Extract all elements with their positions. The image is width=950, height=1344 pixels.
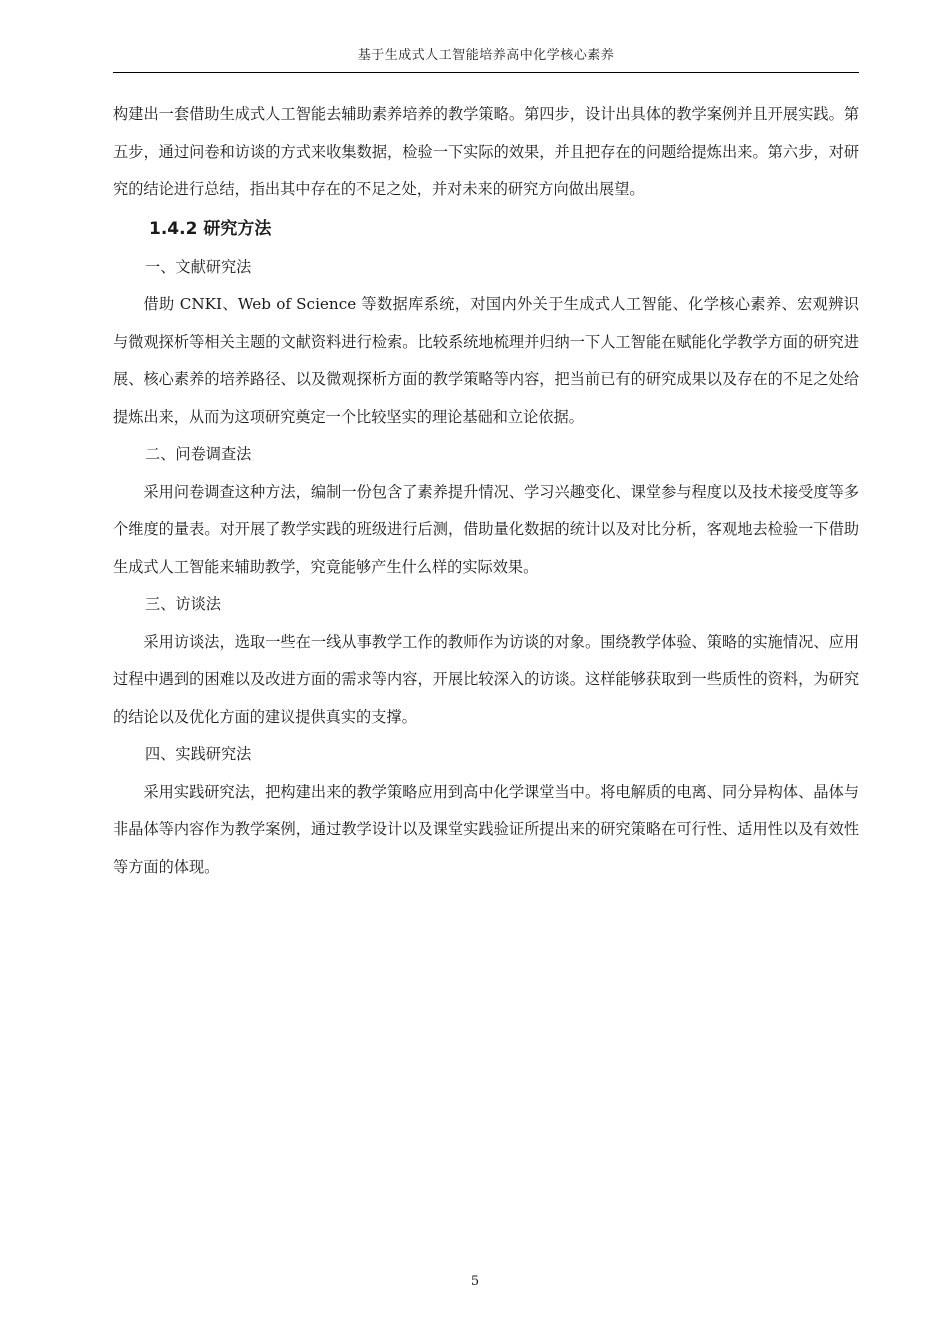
method-heading: 四、实践研究法 xyxy=(145,745,252,763)
page-body xyxy=(113,96,859,886)
method-paragraph: 借助 CNKI、Web of Science 等数据库系统，对国内外关于生成式人工智能、化学核心素养、宏观辨识与微观探析等相关主题的文献资料进行检索。比较系统地梳理并归纳一下人工智能在赋能化学教学方面的研究进展、核心素养的培养路径、以及微观探析方面的教学策略等内容，把当前已有的研究成果以及存在的不足之处给提炼出来，从而为这项研究奠定一个比较坚实的理论基础和立论依据。 xyxy=(113,295,859,426)
method-block-practice xyxy=(113,736,859,886)
header-divider xyxy=(113,72,859,73)
section-title: 1.4.2 研究方法 xyxy=(149,218,272,239)
page-number: 5 xyxy=(470,1274,480,1289)
intro-paragraph: 构建出一套借助生成式人工智能去辅助素养培养的教学策略。第四步，设计出具体的教学案例并且开展实践。第五步，通过问卷和访谈的方式来收集数据，检验一下实际的效果，并且把存在的问题给提炼出来。第六步，对研究的结论进行总结，指出其中存在的不足之处，并对未来的研究方向做出展望。 xyxy=(113,105,859,198)
method-heading: 二、问卷调查法 xyxy=(145,445,252,463)
method-block-literature xyxy=(113,249,859,437)
method-paragraph: 采用实践研究法，把构建出来的教学策略应用到高中化学课堂当中。将电解质的电离、同分异构体、晶体与非晶体等内容作为教学案例，通过教学设计以及课堂实践验证所提出来的研究策略在可行性、适用性以及有效性等方面的体现。 xyxy=(113,782,859,876)
method-heading: 三、访谈法 xyxy=(145,595,221,613)
method-paragraph: 采用问卷调查这种方法，编制一份包含了素养提升情况、学习兴趣变化、课堂参与程度以及技术接受度等多个维度的量表。对开展了教学实践的班级进行后测，借助量化数据的统计以及对比分析，客观地去检验一下借助生成式人工智能来辅助教学，究竟能够产生什么样的实际效果。 xyxy=(113,482,859,576)
running-header: 基于生成式人工智能培养高中化学核心素养 xyxy=(357,48,615,63)
method-block-interview xyxy=(113,586,859,736)
method-block-questionnaire xyxy=(113,436,859,586)
method-heading: 一、文献研究法 xyxy=(145,257,252,276)
method-paragraph: 采用访谈法，选取一些在一线从事教学工作的教师作为访谈的对象。围绕教学体验、策略的实施情况、应用过程中遇到的困难以及改进方面的需求等内容，开展比较深入的访谈。这样能够获取到一些质性的资料，为研究的结论以及优化方面的建议提供真实的支撑。 xyxy=(113,632,859,726)
